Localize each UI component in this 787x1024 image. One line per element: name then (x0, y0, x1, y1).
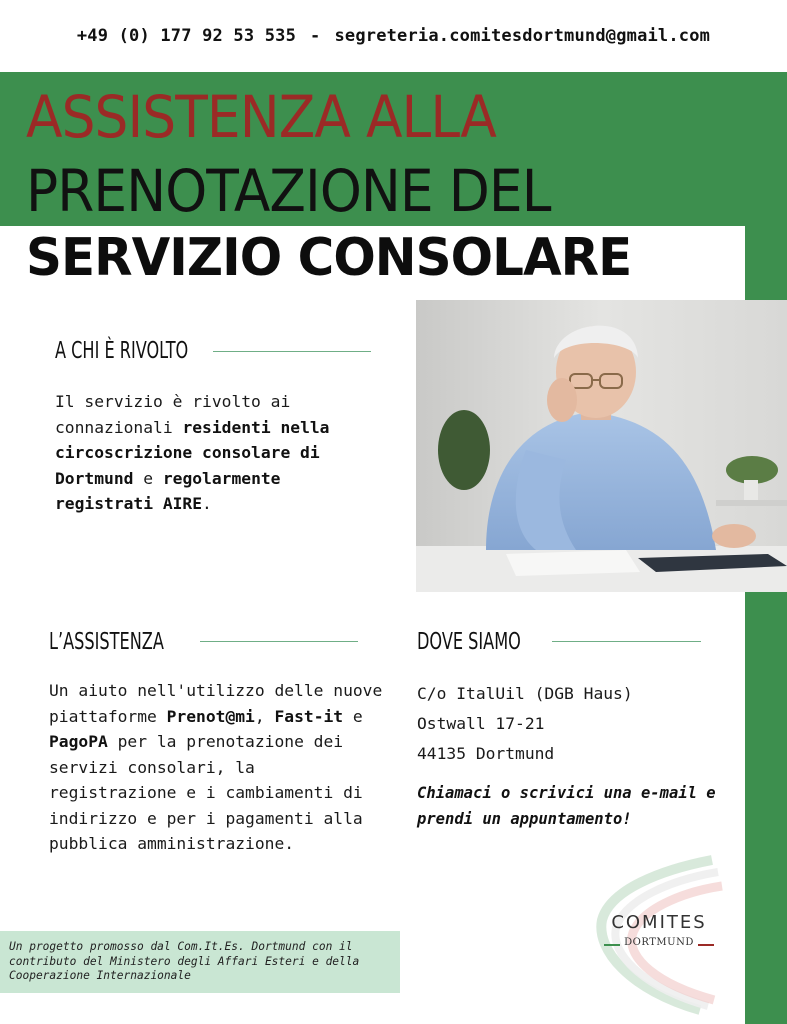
heading-location-label: DOVE SIAMO (417, 629, 521, 655)
assistance-text-1: Un aiuto nell'utilizzo delle nuove piattaforme (49, 681, 383, 726)
contact-separator: - (310, 26, 321, 46)
assistance-bold-prenotami: Prenot@mi (166, 706, 255, 726)
heading-target (55, 338, 188, 364)
email-address[interactable]: segreteria.comitesdortmund@gmail.com (334, 26, 711, 46)
call-to-action: Chiamaci o scrivici una e-mail e prendi un appuntamento! (417, 784, 716, 828)
heading-assistance-label: L’ASSISTENZA (49, 629, 164, 655)
assistance-text-3: e (343, 706, 363, 726)
target-paragraph (55, 389, 385, 517)
heading-location (417, 629, 521, 655)
phone-number[interactable]: +49 (0) 177 92 53 535 (76, 26, 297, 46)
heading-target-rule (213, 351, 371, 352)
title-line-1: ASSISTENZA ALLA (26, 83, 496, 151)
target-text-3: . (202, 494, 212, 513)
target-text-1: Il servizio è rivolto ai connazionali (55, 392, 291, 437)
assistance-bold-fastit: Fast-it (274, 706, 344, 726)
heading-location-rule (552, 641, 701, 642)
photo-elderly-man-tablet (416, 300, 787, 592)
heading-assistance (49, 629, 164, 655)
assistance-text-2: , (254, 706, 275, 726)
assistance-paragraph (49, 678, 384, 857)
target-text-2: e (133, 468, 163, 488)
address-line: Ostwall 17-21 (417, 714, 545, 733)
footer-text: Un progetto promosso dal Com.It.Es. Dortmund con il contributo del Ministero degli Affari Esteri e della Cooperazione Internazionale (9, 940, 360, 982)
assistance-bold-pagopa: PagoPA (49, 732, 108, 751)
heading-assistance-rule (200, 641, 358, 642)
address-line: 44135 Dortmund (417, 744, 555, 763)
title-line-3: SERVIZIO CONSOLARE (26, 228, 632, 288)
address-block (417, 679, 737, 769)
logo-name: COMITES (611, 912, 707, 933)
logo-city: DORTMUND (624, 937, 694, 948)
title-line-2: PRENOTAZIONE DEL (26, 157, 551, 225)
address-line: C/o ItalUil (DGB Haus) (417, 684, 633, 703)
contact-bar (0, 0, 787, 72)
heading-target-label: A CHI È RIVOLTO (55, 338, 189, 364)
assistance-text-4: per la prenotazione dei servizi consolari, la registrazione e i cambiamenti di indirizzo e per i pagamenti alla pubblica amministrazione. (49, 732, 363, 853)
target-bold-2: regolarmente registrati AIRE (55, 468, 281, 513)
target-bold-1: residenti nella circoscrizione consolare di Dortmund (55, 417, 330, 488)
